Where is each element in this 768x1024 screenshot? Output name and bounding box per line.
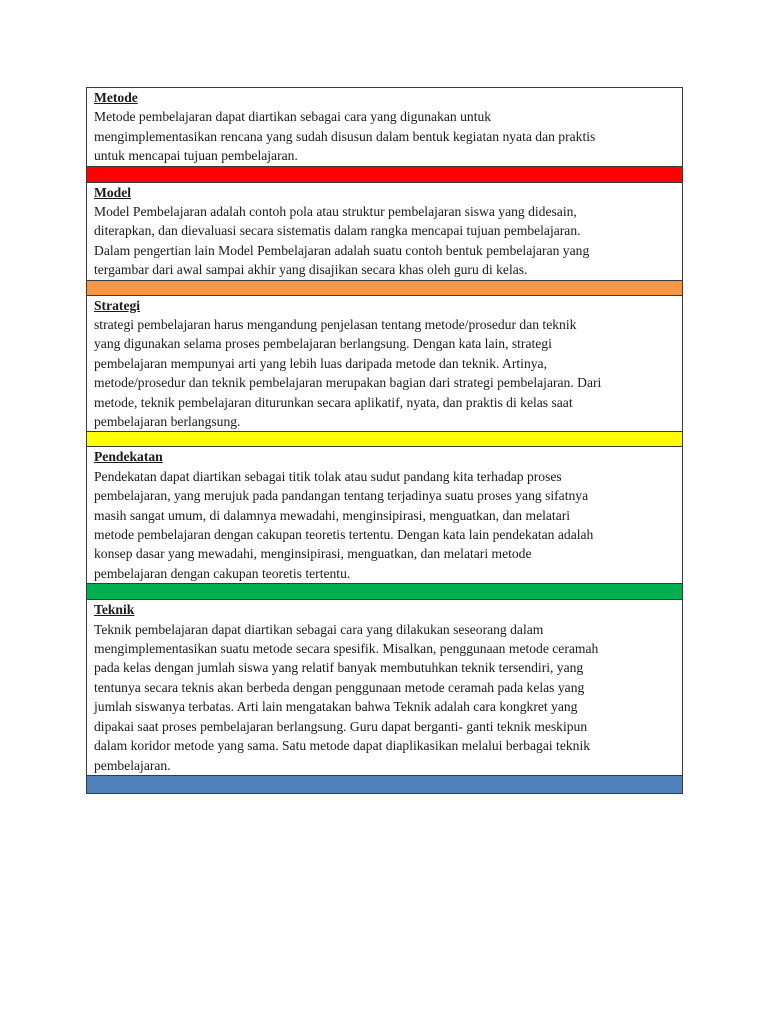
body-line: metode/prosedur dan teknik pembelajaran merupakan bagian dari strategi pembelajaran. Dari	[94, 375, 602, 391]
body-line: untuk mencapai tujuan pembelajaran.	[94, 148, 298, 164]
section-model	[87, 183, 682, 281]
section-title-model: Model	[94, 184, 131, 200]
body-line: yang digunakan selama proses pembelajaran berlangsung. Dengan kata lain, strategi	[94, 336, 552, 352]
body-line: pembelajaran, yang merujuk pada pandangan tentang terjadinya suatu proses yang sifatnya	[94, 488, 589, 504]
section-title-strategi: Strategi	[94, 297, 141, 313]
section-pendekatan	[87, 447, 682, 584]
body-line: Pendekatan dapat diartikan sebagai titik tolak atau sudut pandang kita terhadap proses	[94, 468, 562, 484]
body-line: pembelajaran mempunyai arti yang lebih luas daripada metode dan teknik. Artinya,	[94, 355, 547, 371]
section-metode	[87, 88, 682, 167]
section-title-metode: Metode	[94, 90, 138, 105]
body-line: tergambar dari awal sampai akhir yang disajikan secara khas oleh guru di kelas.	[94, 262, 528, 278]
color-bar-orange	[87, 281, 682, 296]
body-line: dipakai saat proses pembelajaran berlangsung. Guru dapat berganti- ganti teknik meskipun	[94, 718, 588, 734]
color-bar-blue	[87, 776, 682, 793]
definitions-table	[86, 87, 683, 794]
body-line: mengimplementasikan suatu metode secara spesifik. Misalkan, penggunaan metode ceramah	[94, 641, 599, 657]
body-line: dalam koridor metode yang sama. Satu metode dapat diaplikasikan melalui berbagai teknik	[94, 738, 591, 754]
section-strategi	[87, 296, 682, 433]
body-line: strategi pembelajaran harus mengandung penjelasan tentang metode/prosedur dan teknik	[94, 317, 577, 333]
section-title-pendekatan: Pendekatan	[94, 449, 163, 465]
color-bar-green	[87, 584, 682, 600]
section-body-teknik	[94, 620, 676, 775]
section-title-teknik: Teknik	[94, 602, 135, 618]
body-line: tentunya secara teknis akan berbeda dengan penggunaan metode ceramah pada kelas yang	[94, 679, 585, 695]
body-line: pembelajaran berlangsung.	[94, 414, 241, 430]
body-line: jumlah siswanya terbatas. Arti lain mengatakan bahwa Teknik adalah cara kongkret yang	[94, 699, 578, 715]
body-line: diterapkan, dan dievaluasi secara sistematis dalam rangka mencapai tujuan pembelajaran.	[94, 223, 581, 239]
section-body-strategi	[94, 315, 676, 431]
section-teknik	[87, 600, 682, 776]
body-line: masih sangat umum, di dalamnya mewadahi, menginsipirasi, menguatkan, dan melatari	[94, 507, 571, 523]
body-line: metode, teknik pembelajaran diturunkan secara aplikatif, nyata, dan praktis di kelas saat	[94, 394, 573, 410]
section-body-pendekatan	[94, 467, 676, 583]
body-line: pembelajaran.	[94, 757, 171, 773]
color-bar-yellow	[87, 432, 682, 447]
body-line: mengimplementasikan rencana yang sudah disusun dalam bentuk kegiatan nyata dan praktis	[94, 128, 596, 144]
color-bar-red	[87, 167, 682, 183]
body-line: metode pembelajaran dengan cakupan teoretis tertentu. Dengan kata lain pendekatan adalah	[94, 527, 594, 543]
section-body-metode	[94, 107, 676, 165]
body-line: Teknik pembelajaran dapat diartikan sebagai cara yang dilakukan seseorang dalam	[94, 621, 544, 637]
body-line: Metode pembelajaran dapat diartikan sebagai cara yang digunakan untuk	[94, 109, 492, 125]
body-line: Model Pembelajaran adalah contoh pola atau struktur pembelajaran siswa yang didesain,	[94, 204, 577, 219]
body-line: konsep dasar yang mewadahi, menginsipirasi, menguatkan, dan melatari metode	[94, 546, 532, 562]
section-body-model	[94, 202, 676, 280]
body-line: pembelajaran dengan cakupan teoretis tertentu.	[94, 565, 351, 581]
body-line: pada kelas dengan jumlah siswa yang relatif banyak membutuhkan teknik tersendiri, yang	[94, 660, 584, 676]
body-line: Dalam pengertian lain Model Pembelajaran adalah suatu contoh bentuk pembelajaran yang	[94, 242, 590, 258]
